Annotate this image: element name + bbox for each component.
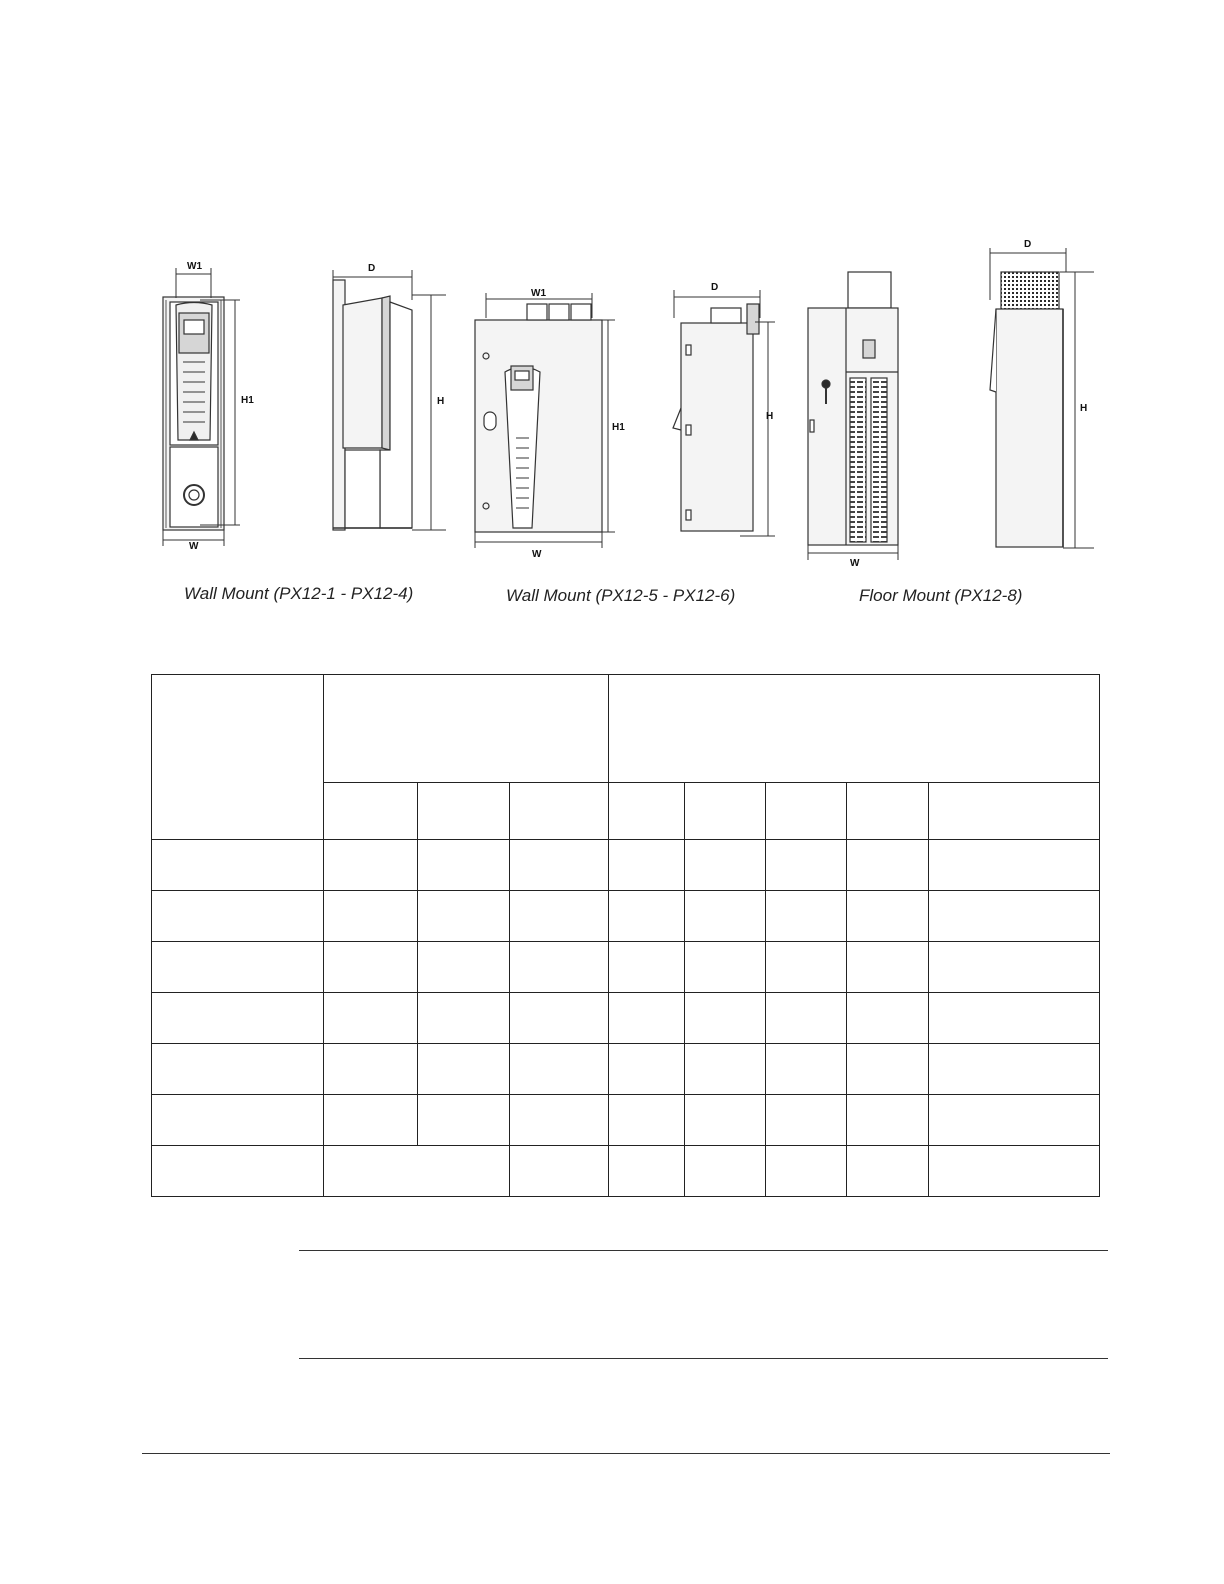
- dim-label-h: H: [766, 411, 774, 422]
- table-cell: [766, 1146, 847, 1197]
- figure-caption-floor-mount: Floor Mount (PX12-8): [859, 586, 1023, 605]
- wall-mount-small-side-drawing: [333, 270, 446, 530]
- floor-mount-front-drawing: [808, 272, 898, 560]
- dimensions-table: [151, 674, 1100, 1197]
- table-cell: [847, 1095, 929, 1146]
- table-cell: [418, 1095, 510, 1146]
- wall-mount-small-front-drawing: [163, 268, 240, 546]
- table-header-group-cell: [609, 675, 1100, 783]
- table-cell: [685, 942, 766, 993]
- table-cell: [847, 942, 929, 993]
- table-cell: [609, 1146, 685, 1197]
- table-cell: [685, 891, 766, 942]
- table-row: [152, 891, 1100, 942]
- table-cell: [766, 1095, 847, 1146]
- table-header-cell: [609, 783, 685, 840]
- table-header-cell: [324, 783, 418, 840]
- wall-mount-large-side-drawing: [673, 290, 775, 536]
- dim-label-w: W: [189, 541, 199, 552]
- figure-caption-wall-mount-large: Wall Mount (PX12-5 - PX12-6): [506, 586, 736, 605]
- table-header-cell: [766, 783, 847, 840]
- table-cell: [324, 1044, 418, 1095]
- table-cell: [152, 1044, 324, 1095]
- table-header-cell: [685, 783, 766, 840]
- table-cell: [766, 891, 847, 942]
- table-cell: [418, 840, 510, 891]
- dim-label-w: W: [532, 549, 542, 560]
- table-cell: [510, 1146, 609, 1197]
- table-row: [152, 1044, 1100, 1095]
- table-cell: [324, 942, 418, 993]
- dim-label-h: H: [437, 396, 445, 407]
- footer-rule: [142, 1453, 1110, 1454]
- dim-label-w: W: [850, 558, 860, 569]
- table-cell: [766, 840, 847, 891]
- table-header-cell: [510, 783, 609, 840]
- table-row: [152, 1146, 1100, 1197]
- table-header-group-cell: [324, 675, 609, 783]
- table-cell: [685, 993, 766, 1044]
- table-cell: [685, 1044, 766, 1095]
- table-cell: [847, 993, 929, 1044]
- table-cell: [929, 891, 1100, 942]
- enclosure-dimension-figure: [0, 0, 1224, 630]
- table-cell: [510, 1095, 609, 1146]
- floor-mount-side-drawing: [990, 248, 1094, 548]
- table-cell: [152, 993, 324, 1044]
- table-cell: [152, 942, 324, 993]
- table-row: [152, 942, 1100, 993]
- table-cell: [418, 1044, 510, 1095]
- note-top-rule: [299, 1250, 1108, 1251]
- dim-label-d: D: [368, 263, 376, 274]
- table-cell: [510, 891, 609, 942]
- dim-label-d: D: [1024, 239, 1032, 250]
- dim-label-h: H: [1080, 403, 1088, 414]
- table-cell: [609, 942, 685, 993]
- table-cell: [324, 1095, 418, 1146]
- table-cell: [929, 840, 1100, 891]
- table-cell: [929, 993, 1100, 1044]
- table-row: [152, 840, 1100, 891]
- table-cell: [847, 1044, 929, 1095]
- table-cell: [609, 891, 685, 942]
- table-cell: [609, 840, 685, 891]
- table-cell: [766, 1044, 847, 1095]
- table-header-cell: [418, 783, 510, 840]
- table-cell: [847, 891, 929, 942]
- table-cell: [152, 891, 324, 942]
- dim-label-h1: H1: [241, 395, 254, 406]
- dim-label-w1: W1: [187, 261, 202, 272]
- note-bottom-rule: [299, 1358, 1108, 1359]
- table-row: [152, 1095, 1100, 1146]
- figure-caption-wall-mount-small: Wall Mount (PX12-1 - PX12-4): [184, 584, 414, 603]
- table-cell: [685, 1146, 766, 1197]
- table-header-cell: [152, 675, 324, 840]
- table-cell: [510, 993, 609, 1044]
- table-cell: [847, 1146, 929, 1197]
- table-cell: [929, 1146, 1100, 1197]
- wall-mount-large-front-drawing: [475, 293, 615, 548]
- table-cell: [929, 942, 1100, 993]
- table-cell: [929, 1095, 1100, 1146]
- table-cell: [418, 891, 510, 942]
- table-cell: [929, 1044, 1100, 1095]
- table-cell: [152, 1095, 324, 1146]
- table-cell: [609, 1095, 685, 1146]
- dim-label-d: D: [711, 282, 719, 293]
- table-cell-merged: [324, 1146, 510, 1197]
- table-cell: [324, 993, 418, 1044]
- dim-label-h1: H1: [612, 422, 625, 433]
- dimension-drawings: [0, 0, 1224, 630]
- table-cell: [510, 840, 609, 891]
- table-cell: [847, 840, 929, 891]
- table-cell: [685, 840, 766, 891]
- table-header-row: [152, 675, 1100, 783]
- table-cell: [609, 993, 685, 1044]
- table-cell: [324, 891, 418, 942]
- table-cell: [510, 1044, 609, 1095]
- table-header-cell: [847, 783, 929, 840]
- table-cell: [685, 1095, 766, 1146]
- table-cell: [152, 840, 324, 891]
- table-cell: [418, 993, 510, 1044]
- table-cell: [609, 1044, 685, 1095]
- table-header-cell: [929, 783, 1100, 840]
- table-cell: [152, 1146, 324, 1197]
- table-cell: [766, 993, 847, 1044]
- table-cell: [324, 840, 418, 891]
- table-cell: [766, 942, 847, 993]
- table-cell: [418, 942, 510, 993]
- table-row: [152, 993, 1100, 1044]
- dim-label-w1: W1: [531, 288, 546, 299]
- table-cell: [510, 942, 609, 993]
